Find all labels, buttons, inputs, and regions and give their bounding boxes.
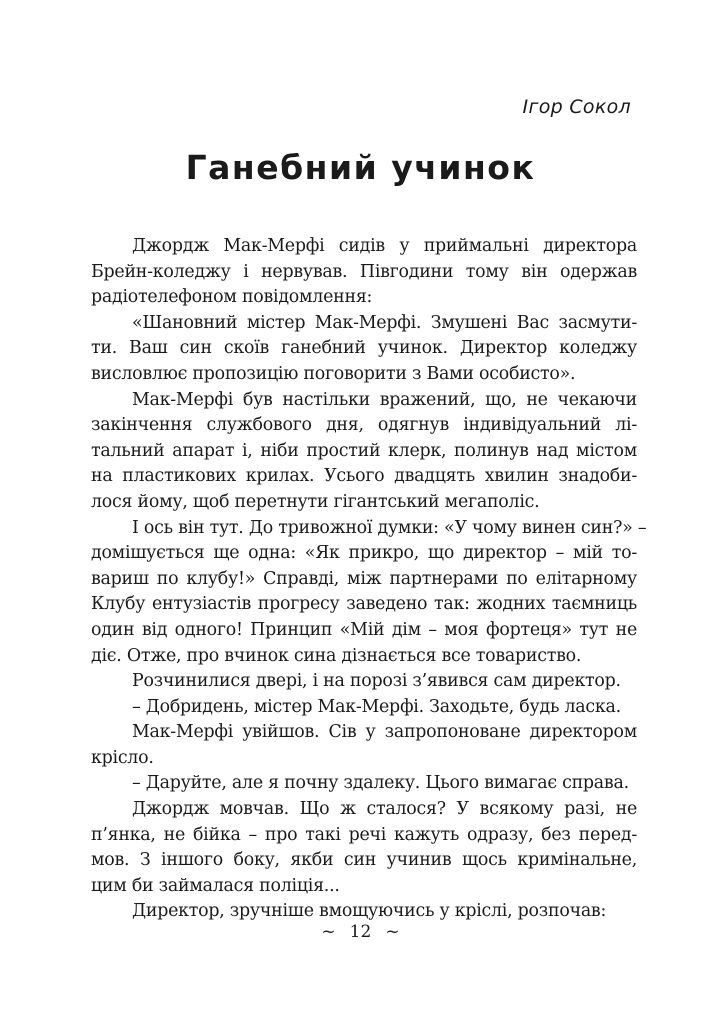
text-line: Брейн-коледжу і нервував. Півгодини тому він одержав — [91, 261, 637, 282]
text-line: Мак-Мерфі увійшов. Сів у запропоноване директором — [132, 722, 637, 743]
text-line: вариш по клубу!» Справді, між партнерами по елітарному — [91, 568, 637, 589]
text-line: «Шановний містер Мак-Мерфі. Змушені Вас засмути- — [132, 312, 637, 333]
text-line: Джордж Мак-Мерфі сидів у приймальні директора — [132, 236, 637, 256]
text-line: цим би займалася поліція... — [91, 875, 340, 896]
tilde-ornament-left: ~ — [321, 922, 336, 942]
story-title: Ганебний учинок — [185, 148, 536, 187]
author-name: Ігор Сокол — [522, 96, 631, 118]
text-line: ти. Ваш син скоїв ганебний учинок. Директор коледжу — [91, 338, 637, 359]
tilde-ornament-right: ~ — [385, 922, 400, 942]
text-line: крісло. — [91, 747, 154, 768]
page-footer — [0, 922, 721, 942]
text-line: Розчинилися двері, і на порозі з’явився сам директор. — [132, 671, 621, 692]
text-line: – Даруйте, але я почну здалеку. Цього вимагає справа. — [132, 773, 629, 794]
text-line: радіотелефоном повідомлення: — [91, 287, 373, 308]
text-line: на пластикових крилах. Усього двадцять хвилин знадоби- — [91, 466, 637, 487]
text-line: тальний апарат і, ніби простий клерк, полинув над містом — [91, 440, 637, 461]
text-line: І ось він тут. До тривожної думки: «У чому винен син?» – — [132, 517, 647, 538]
text-line: – Добридень, містер Мак-Мерфі. Заходьте, будь ласка. — [132, 696, 621, 717]
text-line: Мак-Мерфі був настільки вражений, що, не чекаючи — [132, 389, 637, 410]
page-number: 12 — [349, 922, 372, 942]
text-line: висловлює пропозицію поговорити з Вами особисто». — [91, 363, 576, 384]
text-line: п’янка, не бійка – про такі речі кажуть одразу, без перед- — [91, 824, 637, 845]
text-line: домішується ще одна: «Як прикро, що директор – мій то- — [91, 543, 637, 564]
text-line: Джордж мовчав. Що ж сталося? У всякому разі, не — [132, 799, 637, 820]
text-line: мов. З іншого боку, якби син учинив щось кримінальне, — [91, 850, 637, 871]
text-line: закінчення службового дня, одягнув індивідуальний лі- — [91, 415, 637, 436]
text-line: Директор, зручніше вмощуючись у кріслі, розпочав: — [132, 901, 607, 922]
story-text — [91, 234, 647, 925]
text-line: Клубу ентузіастів прогресу заведено так: жодних таємниць — [91, 594, 637, 615]
text-line: один від одного! Принцип «Мій дім – моя фортеця» тут не — [91, 619, 637, 640]
text-line: лося йому, щоб перетнути гігантський мегаполіс. — [91, 491, 540, 512]
text-line: діє. Отже, про вчинок сина дізнається все товариство. — [91, 645, 582, 666]
